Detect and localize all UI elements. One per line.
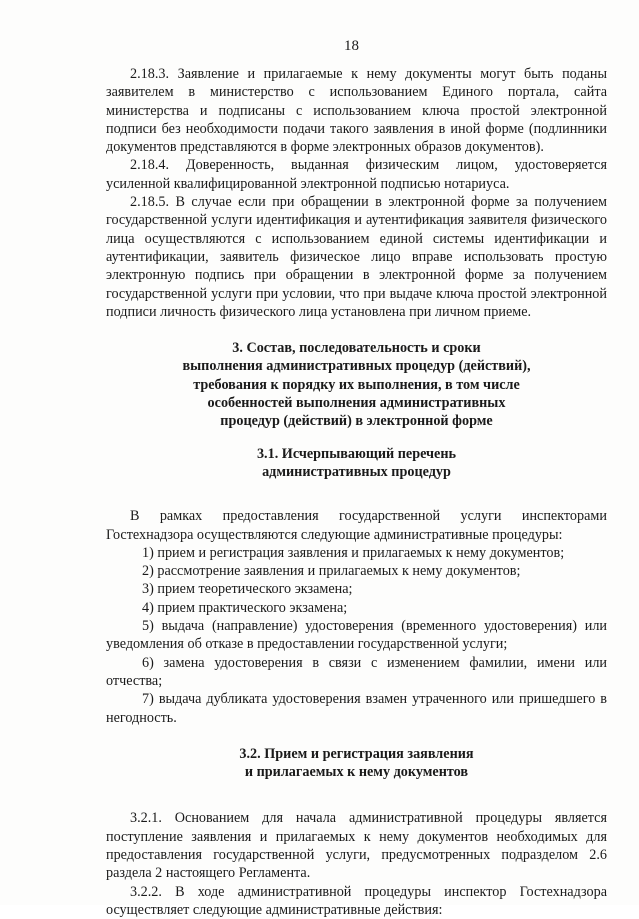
procedure-item: 5) выдача (направление) удостоверения (временного удостоверения) или уведомления об отказе в предоставлении государственной услуги;: [106, 618, 607, 653]
paragraph-2-18-3: 2.18.3. Заявление и прилагаемые к нему документы могут быть поданы заявителем в министерство с использованием Единого портала, сайта министерства и подписаны с использованием ключа простой электронной подписи без необходимости подачи такого заявления в иной форме (подлинники документов представляются в форме электронных образов документов).: [106, 66, 607, 156]
procedure-item: 2) рассмотрение заявления и прилагаемых к нему документов;: [142, 563, 521, 580]
procedure-item: 4) прием практического экзамена;: [142, 599, 348, 616]
paragraph-2-18-4: 2.18.4. Доверенность, выданная физическим лицом, удостоверяется усиленной квалифицированной электронной подписью нотариуса.: [106, 157, 607, 192]
paragraph-3-2-2: 3.2.2. В ходе административной процедуры инспектор Гостехнадзора осуществляет следующие административные действия:: [106, 883, 607, 918]
procedure-item: 3) прием теоретического экзамена;: [142, 581, 353, 598]
procedure-item: 6) замена удостоверения в связи с изменением фамилии, имени или отчества;: [106, 654, 607, 689]
section-3-1-intro: В рамках предоставления государственной услуги инспекторами Гостехнадзора осуществляются следующие административные процедуры:: [106, 508, 607, 543]
section-3-2-heading: 3.2. Прием и регистрация заявления и прилагаемых к нему документов: [239, 745, 474, 781]
paragraph-3-2-1: 3.2.1. Основанием для начала административной процедуры является поступление заявления и прилагаемых к нему документов необходимых для предоставления государственной услуги, предусмотренных подразделом 2.6 раздела 2 настоящего Регламента.: [106, 810, 607, 882]
paragraph-2-18-5: 2.18.5. В случае если при обращении в электронной форме за получением государственной услуги идентификация и аутентификация заявителя физического лица осуществляются с использованием единой системы идентификации и аутентификации, заявитель физическое лицо вправе использовать простую электронную подпись при обращении в электронной форме за получением государственной услуги при условии, что при выдаче ключа простой электронной подписи личность физического лица установлена при личном приеме.: [106, 194, 607, 320]
section-3-heading: 3. Состав, последовательность и сроки выполнения административных процедур (действий), требования к порядку их выполнения, в том числе особенностей выполнения административных процедур (действий) в электронной форме: [182, 340, 531, 430]
procedure-item: 1) прием и регистрация заявления и прилагаемых к нему документов;: [142, 544, 565, 561]
procedure-item: 7) выдача дубликата удостоверения взамен утраченного или пришедшего в негодность.: [106, 691, 607, 726]
section-3-1-heading: 3.1. Исчерпывающий перечень административных процедур: [256, 445, 457, 480]
page-number: 18: [344, 38, 359, 54]
